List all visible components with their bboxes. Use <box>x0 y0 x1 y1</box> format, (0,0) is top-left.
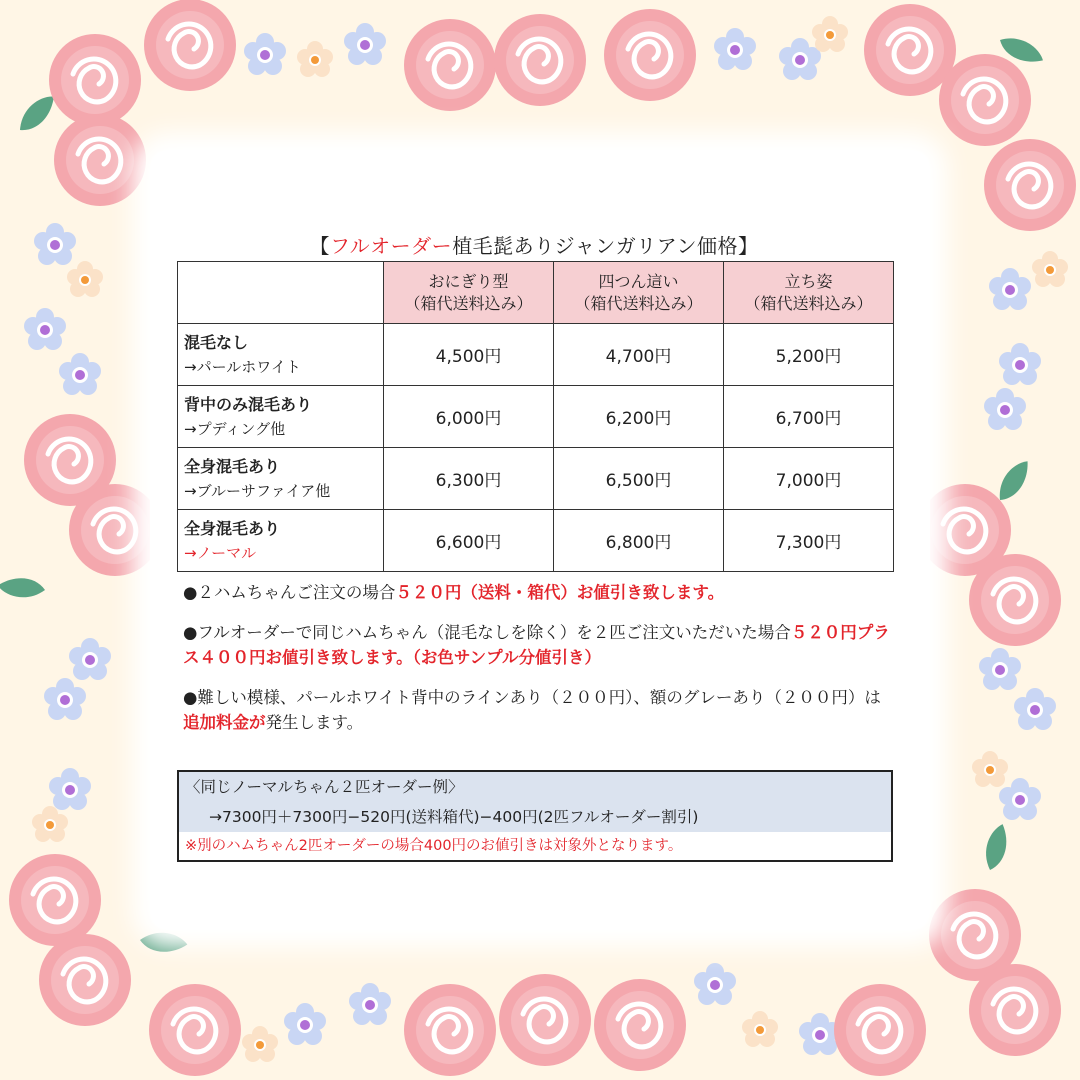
price-table <box>177 261 894 572</box>
column-header: おにぎり型 （箱代送料込み） <box>384 262 554 324</box>
column-header: 立ち姿 （箱代送料込み） <box>724 262 894 324</box>
row-header: 背中のみ混毛あり →プディング他 <box>178 386 384 448</box>
price-cell: 6,800円 <box>554 510 724 572</box>
title-bracket-open: 【 <box>309 234 330 258</box>
row-header: 混毛なし →パールホワイト <box>178 324 384 386</box>
title-accent: フルオーダー <box>329 234 453 258</box>
price-cell: 6,600円 <box>384 510 554 572</box>
table-row <box>178 324 894 386</box>
price-cell: 6,500円 <box>554 448 724 510</box>
price-cell: 4,500円 <box>384 324 554 386</box>
table-corner-cell <box>178 262 384 324</box>
price-cell: 7,300円 <box>724 510 894 572</box>
title-text: 植毛髭ありジャンガリアン価格 <box>452 234 738 258</box>
table-row <box>178 448 894 510</box>
price-cell: 6,200円 <box>554 386 724 448</box>
note-extra-fee: ●難しい模様、パールホワイト背中のラインあり（２００円）、額のグレーあり（２００円）は追加料金が発生します。 <box>183 688 881 732</box>
price-cell: 6,700円 <box>724 386 894 448</box>
price-cell: 5,200円 <box>724 324 894 386</box>
order-example-box <box>177 770 893 862</box>
price-cell: 6,000円 <box>384 386 554 448</box>
notes <box>183 580 893 750</box>
title-bracket-close: 】 <box>738 234 759 258</box>
table-row <box>178 386 894 448</box>
price-cell: 6,300円 <box>384 448 554 510</box>
price-cell: 4,700円 <box>554 324 724 386</box>
row-header: 全身混毛あり →ブルーサファイア他 <box>178 448 384 510</box>
note-same-order: ●フルオーダーで同じハムちゃん（混毛なしを除く）を２匹ご注文いただいた場合５２０円プラス４００円お値引き致します。（お色サンプル分値引き） <box>183 623 890 667</box>
column-header: 四つん這い （箱代送料込み） <box>554 262 724 324</box>
example-disclaimer: ※別のハムちゃん2匹オーダーの場合400円のお値引きは対象外となります。 <box>179 832 891 860</box>
table-header-row <box>178 262 894 324</box>
page-title <box>176 230 892 259</box>
example-calculation: →7300円＋7300円−520円(送料箱代)−400円(2匹フルオーダー割引) <box>179 802 891 832</box>
table-row <box>178 510 894 572</box>
row-header: 全身混毛あり →ノーマル <box>178 510 384 572</box>
price-cell: 7,000円 <box>724 448 894 510</box>
example-heading: 〈同じノーマルちゃん２匹オーダー例〉 <box>179 772 891 802</box>
note-discount: ●２ハムちゃんご注文の場合５２０円（送料・箱代）お値引き致します。 <box>183 583 725 602</box>
